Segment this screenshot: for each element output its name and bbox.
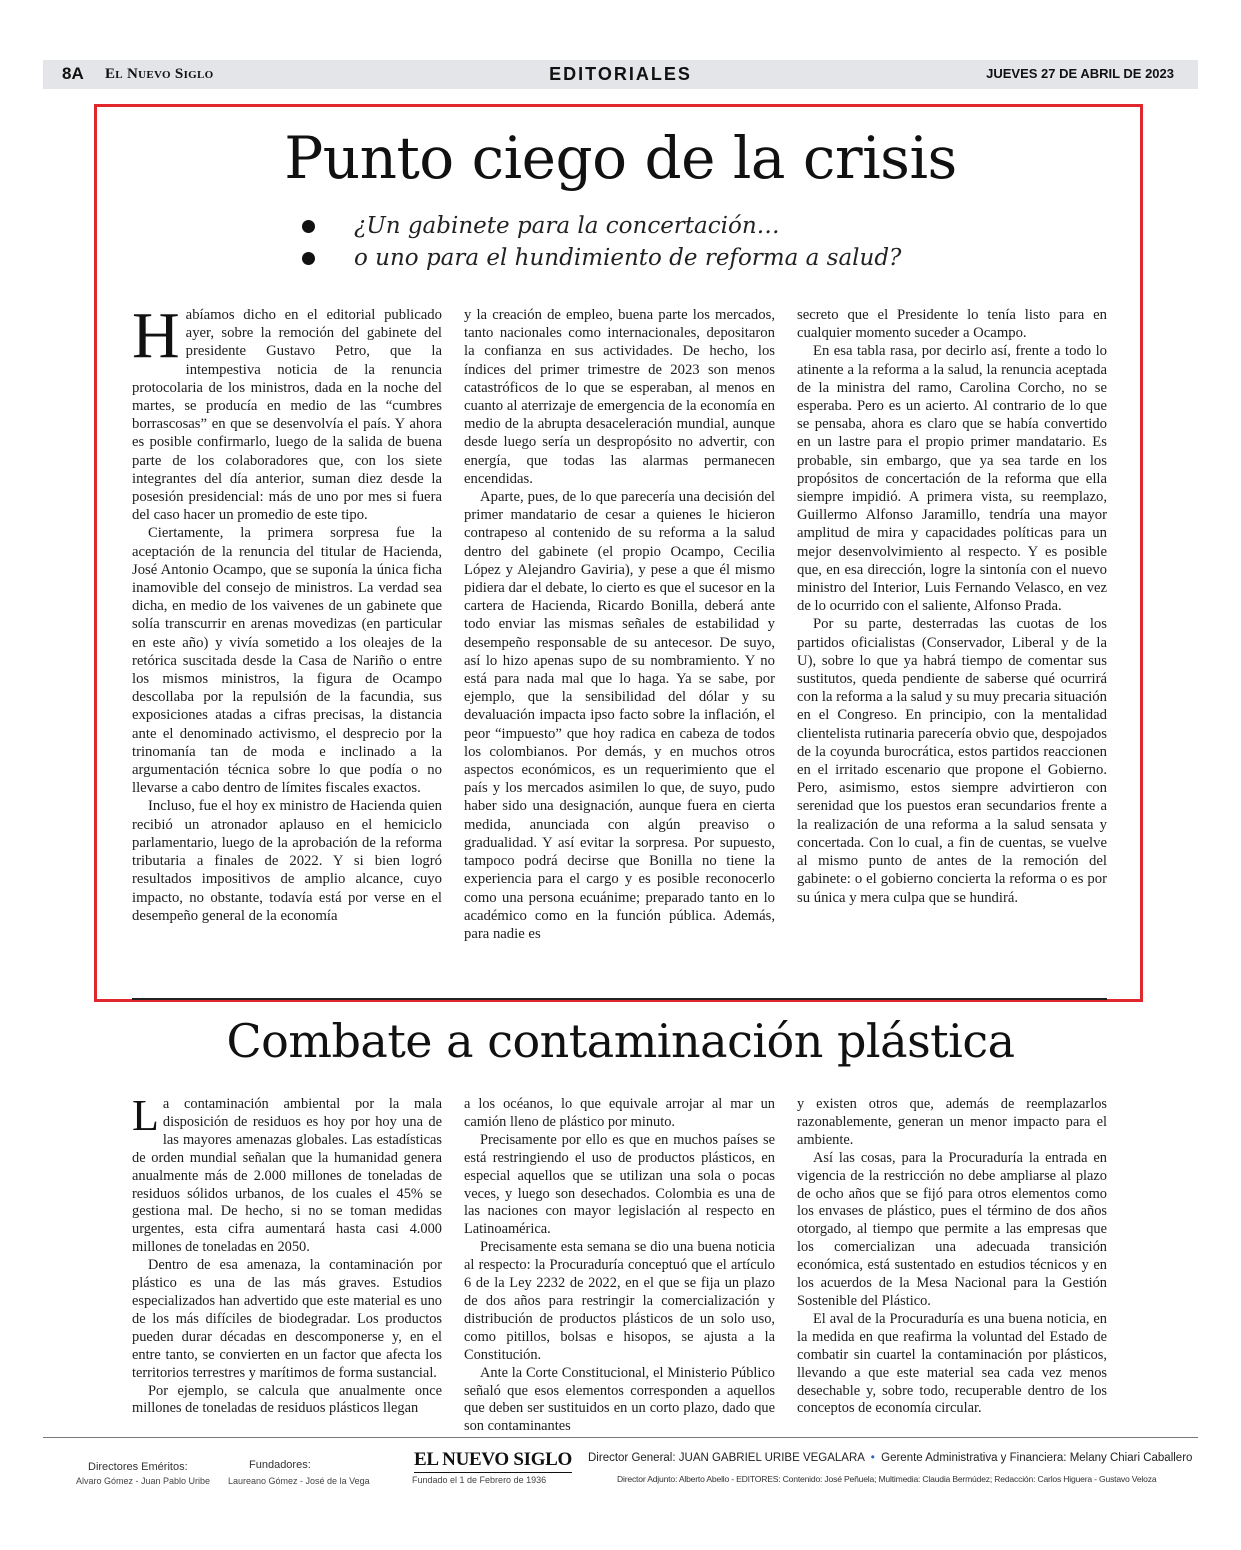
- article-paragraph: Así las cosas, para la Procuraduría la entrada en vigencia de la restricción no debe ampliarse al plazo de ocho años que se fijó para otros elementos como los envases de plástico, pues el término de dos años otorgado, al tiempo que permite a las empresas que los comercializan una adecuada transición económica, está sustentado en estudios técnicos y en los acuerdos de la Mesa Nacional para la Gestión Sostenible del Plástico.: [797, 1149, 1107, 1309]
- article-paragraph: Incluso, fue el hoy ex ministro de Hacienda quien recibió un atronador aplauso en el hemiciclo parlamentario, luego de la aprobación de la reforma tributaria a finales de 2022. Y si bien logró resultados impositivos de amplio alcance, cuyo impacto, no obstante, todavía está por verse en el desempeño general de la economía: [132, 798, 442, 924]
- article-paragraph: La contaminación ambiental por la mala disposición de residuos es hoy por hoy una de las mayores amenazas globales. Las estadísticas de orden mundial señalan que la humanidad genera anualmente más de 2.000 millones de toneladas de residuos sólidos urbanos, de los cuales el 45% se gestiona mal. De hecho, si no se toman medidas urgentes, esta cifra aumentará hasta casi 4.000 millones de toneladas en 2050.: [132, 1091, 442, 1256]
- founders-names: Laureano Gómez - José de la Vega: [228, 1476, 370, 1486]
- newspaper-logo: EL NUEVO SIGLO: [414, 1449, 572, 1473]
- section-divider: [132, 998, 1107, 1000]
- editorial-column-1: [132, 299, 442, 925]
- director-general-label: Director General:: [588, 1452, 676, 1464]
- article-paragraph: En esa tabla rasa, por decirlo así, frente a todo lo atinente a la reforma a la salud, la renuncia aceptada de la ministra del ramo, Carolina Corcho, no se esperaba. Pero es un acierto. Al contrario de lo que se pensaba, ahora es claro que se había convertido en un lastre para el propio primer mandatario. Es probable, sin embargo, que ya sea tarde en los propósitos de concertación de la reforma que ella siempre impidió. A primera vista, su reemplazo, Guillermo Alfonso Jaramillo, tendría una mayor amplitud de mira y capacidades políticas para un mejor desenvolvimiento al respecto. Y es posible que, en esa dirección, logre la sintonía con el nuevo ministro del Interior, Luis Fernando Velasco, en vez de lo ocurrido con el saliente, Alfonso Prada.: [797, 343, 1107, 615]
- bullet-icon: [302, 220, 315, 233]
- article-paragraph: secreto que el Presidente lo tenía listo para en cualquier momento suceder a Ocampo.: [797, 307, 1107, 342]
- article-paragraph: Dentro de esa amenaza, la contaminación por plástico es una de las más graves. Estudios especializados han advertido que este material es uno de los más difíciles de biodegradar. Los productos pueden durar décadas en descomponerse y, en el entre tanto, se convierten en un factor que afecta los territorios terrestres y marítimos de forma sustancial.: [132, 1257, 442, 1381]
- subtitle-bullets: [302, 210, 901, 274]
- section-title: EDITORIALES: [549, 64, 692, 84]
- staff-line: [588, 1452, 1192, 1464]
- article-paragraph: Ciertamente, la primera sorpresa fue la aceptación de la renuncia del titular de Hacienda, José Antonio Ocampo, que se suponía la única ficha inamovible del consejo de ministros. La verdad sea dicha, en medio de los vaivenes de un gabinete que solía transcurrir en arenas movedizas (en particular en este año) y vivía sometido a los oleajes de la retórica suscitada desde la Casa de Nariño o entre los mismos ministros, la figura de Ocampo descollaba por la repulsión de la facundia, sus exposiciones atadas a cifras precisas, la distancia ante el denominado activismo, el desprecio por la trinomanía tan de moda e inclinado a la argumentación técnica sobre lo que podía o no llevarse a cabo dentro de límites fiscales exactos.: [132, 525, 442, 797]
- drop-cap: H: [132, 299, 180, 372]
- editorial2-column-3: [797, 1096, 1107, 1418]
- article-paragraph: y existen otros que, además de reemplazarlos razonablemente, generan un menor impacto para el ambiente.: [797, 1096, 1107, 1148]
- article-paragraph: Aparte, pues, de lo que parecería una decisión del primer mandatario de cesar a quienes le hicieron contrapeso al contenido de su reforma a la salud dentro del gabinete (el propio Ocampo, Cecilia López y Alejandro Gaviria), y pese a que él mismo pidiera dar el debate, lo cierto es que el sucesor en la cartera de Hacienda, Ricardo Bonilla, deberá ante todo enviar las mismas señales de estabilidad y desempeño responsable de su antecesor. De suyo, así lo hizo apenas supo de su nombramiento. Y no está para nada mal que lo haga. Ya se sabe, por ejemplo, que la sensibilidad del dólar y su devaluación impacta ipso facto sobre la inflación, el peor “impuesto” que hoy radica en cabeza de todos los colombianos. Por demás, y en muchos otros aspectos económicos, es un requerimiento que el país y los mercados asimilen lo que, de suyo, pudo haber sido una designación, aunque fuera en cierta medida, anunciada con algún preaviso o gradualidad. Y así evitar la sorpresa. Por supuesto, tampoco podrá decirse que Bonilla no tiene la experiencia para el cargo y es posible reconocerlo como una persona ecuánime; preparado tanto en lo académico como en la función pública. Además, para nadie es: [464, 489, 775, 942]
- footer-divider: [43, 1437, 1198, 1438]
- founders-label: Fundadores:: [249, 1459, 311, 1471]
- editorial-column-3: [797, 306, 1107, 907]
- bullet-icon: [302, 252, 315, 265]
- editors-line: Director Adjunto: Alberto Abello - EDITORES: Contenido: José Peñuela; Multimedia: Claudia Bermúdez; Redacción: Carlos Higuera - Gustavo Veloza: [617, 1474, 1157, 1484]
- gerente-label: Gerente Administrativa y Financiera:: [881, 1452, 1067, 1464]
- article-paragraph: Habíamos dicho en el editorial publicado ayer, sobre la remoción del gabinete del presidente Gustavo Petro, que la intempestiva noticia de la renuncia protocolaria de los ministros, dada en la noche del martes, se producía en medio de las “cumbres borrascosas” en que se desenvolvía el país. Y ahora es posible confirmarlo, luego de la salida de buena parte de los colaboradores que, con los siete integrantes del día anterior, suman diez desde la posesión presidencial: más de uno por mes si fuera del caso hacer un promedio de este tipo.: [132, 299, 442, 524]
- gerente-name: Melany Chiari Caballero: [1069, 1452, 1193, 1464]
- article-paragraph: El aval de la Procuraduría es una buena noticia, en la medida en que reafirma la voluntad del Estado de combatir sin cuartel la contaminación por plásticos, llevando a que este material sea cada vez menos desechable y, sobre todo, recuperable dentro de los conceptos de economía circular.: [797, 1310, 1107, 1417]
- subtitle-bullet: o uno para el hundimiento de reforma a salud?: [302, 242, 901, 274]
- editorial2-column-1: [132, 1091, 442, 1418]
- issue-date: JUEVES 27 DE ABRIL DE 2023: [986, 66, 1174, 81]
- drop-cap: L: [132, 1091, 159, 1140]
- directors-label: Directores Eméritos:: [88, 1461, 188, 1473]
- editorial-column-2: [464, 306, 775, 943]
- brand-name: El Nuevo Siglo: [105, 66, 214, 82]
- editorial-title: Punto ciego de la crisis: [284, 124, 957, 192]
- article-paragraph: Por su parte, desterradas las cuotas de los partidos oficialistas (Conservador, Liberal y de la U), sobre lo que ya habrá tiempo de comentar sus sustitutos, queda pendiente de saberse qué ocurrirá con la reforma a la salud y su muy precaria situación en el Congreso. En principio, con la mentalidad clientelista rutinaria parecería obvio que, despojados de la coyunda burocrática, estos partidos reaccionen en el irritado escenario que propone el Gobierno. Pero, asimismo, estos siempre advirtieron con serenidad que los puestos eran secundarios frente a la realización de una reforma a la salud sensata y concertada. Con lo cual, a fin de cuentas, se vuelve al mismo punto de antes de la remoción del gabinete: o el gobierno concierta la reforma o es por su única y mera culpa que se hundirá.: [797, 616, 1107, 906]
- founded-date: Fundado el 1 de Febrero de 1936: [412, 1475, 547, 1485]
- page-header-bar: [43, 60, 1198, 89]
- director-general-name: JUAN GABRIEL URIBE VEGALARA: [678, 1452, 865, 1464]
- article-paragraph: Precisamente esta semana se dio una buena noticia al respecto: la Procuraduría conceptuó que el artículo 6 de la Ley 2232 de 2022, en el que se fija un plazo de dos años para restringir la comercialización y distribución de productos plásticos de un solo uso, como pitillos, bolsas e hisopos, se ajusta a la Constitución.: [464, 1239, 775, 1363]
- page-number: 8A: [62, 64, 84, 83]
- article-paragraph: Por ejemplo, se calcula que anualmente once millones de toneladas de residuos plásticos llegan: [132, 1382, 442, 1417]
- directors-names: Alvaro Gómez - Juan Pablo Uribe: [76, 1476, 211, 1486]
- subtitle-bullet: ¿Un gabinete para la concertación…: [302, 210, 901, 242]
- separator-dot: •: [870, 1452, 875, 1464]
- article-paragraph: Precisamente por ello es que en muchos países se está restringiendo el uso de productos plásticos, en especial aquellos que se utilizan una sola o pocas veces, y luego son desechados. Colombia es una de las naciones con mayor legislación al respecto en Latinoamérica.: [464, 1131, 775, 1238]
- article-paragraph: y la creación de empleo, buena parte los mercados, tanto nacionales como internacionales, depositaron la confianza en sus actividades. De hecho, los índices del primer trimestre de 2023 son menos catastróficos de lo que se esperaban, al menos en cuanto al aterrizaje de emergencia de la economía en medio de la abrupta desaceleración mundial, aunque desde luego sería un despropósito no advertir, con energía, que todas las alarmas permanecen encendidas.: [464, 307, 775, 487]
- editorial2-column-2: [464, 1096, 775, 1436]
- article-paragraph: a los océanos, lo que equivale arrojar al mar un camión lleno de plástico por minuto.: [464, 1096, 775, 1130]
- editorial-title-2: Combate a contaminación plástica: [226, 1014, 1015, 1068]
- article-paragraph: Ante la Corte Constitucional, el Ministerio Público señaló que esos elementos corresponden a aquellos que deben ser sustituidos en un corto plazo, dado que son contaminantes: [464, 1364, 775, 1435]
